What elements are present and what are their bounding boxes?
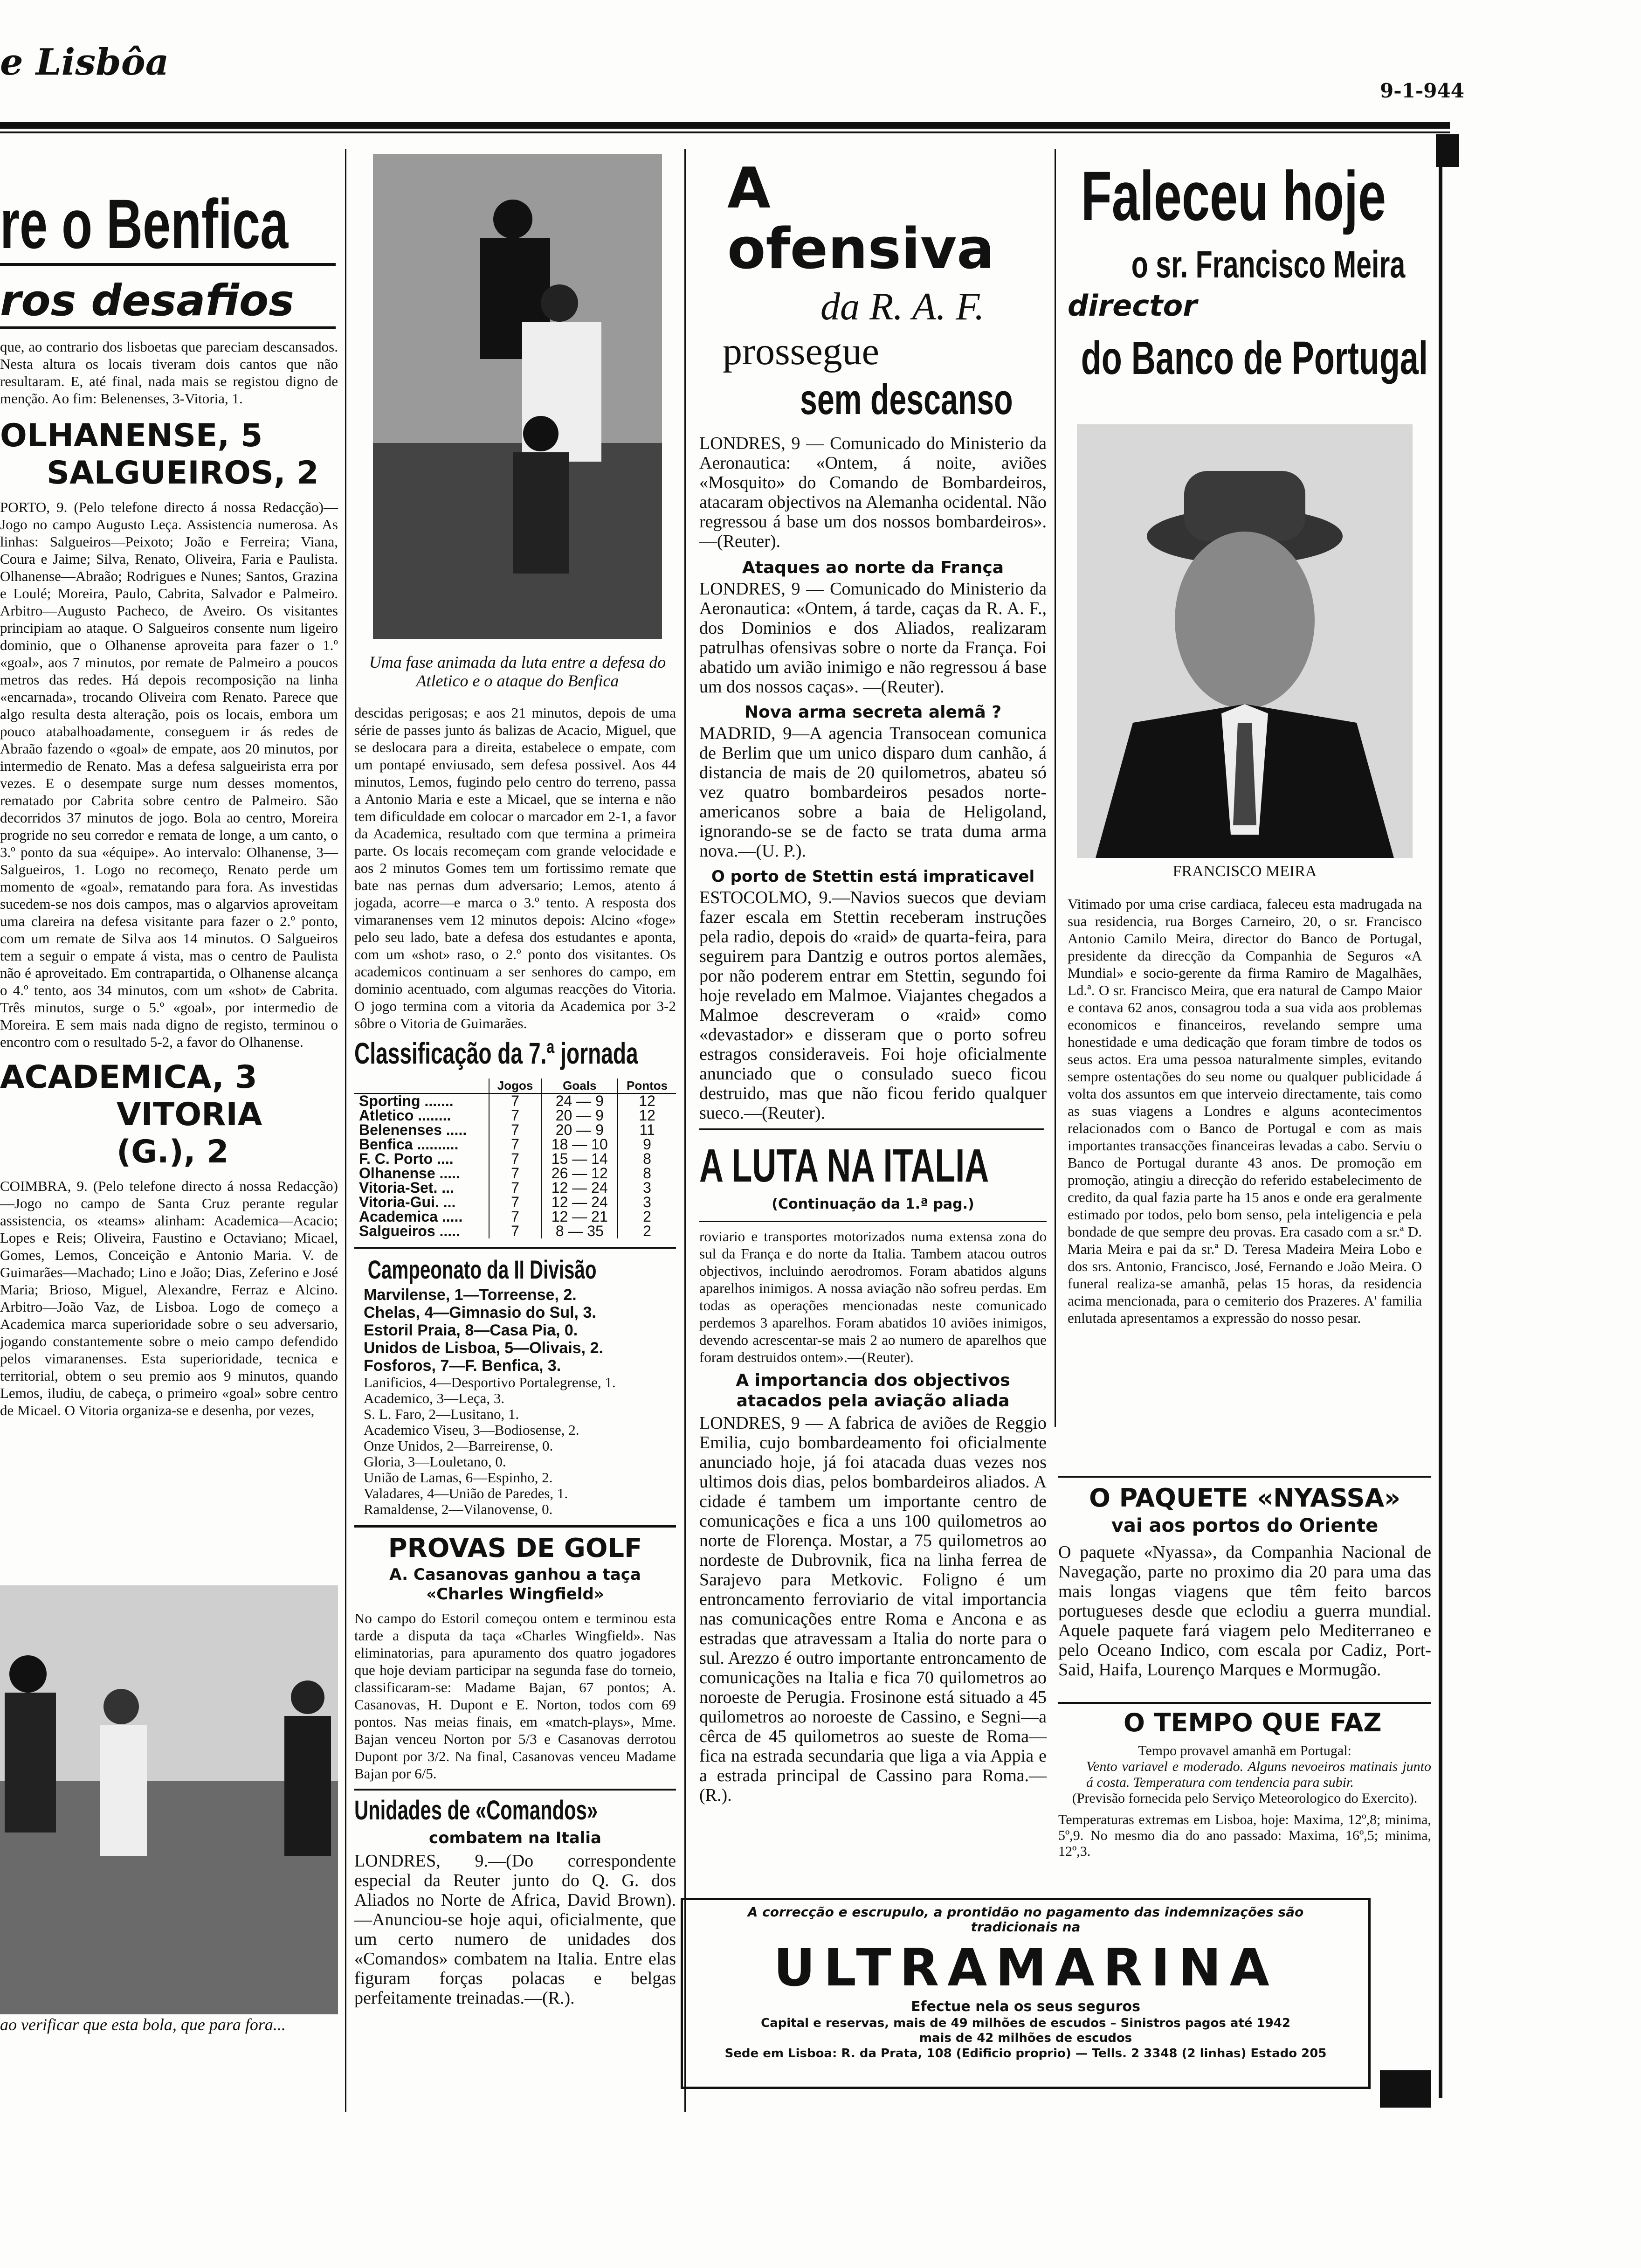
list-item: Onze Unidos, 2—Barreirense, 0. <box>364 1438 553 1454</box>
italia-article <box>699 1138 1047 1805</box>
rule <box>354 1247 676 1249</box>
raf-subhead-france: Ataques ao norte da França <box>742 558 1004 577</box>
benfica-intro: que, ao contrario dos lisboetas que pareciam descansados. Nesta altura os locais tiveram dois cantos que não resultaram. E, até final, nada mais se registou digno de menção. Ao fim: Belenenses, 3-Vitoria, 1. <box>0 339 338 407</box>
table-cell: 20 — 9 <box>541 1123 618 1137</box>
vitoria-score: VITORIA (G.), 2 <box>117 1096 262 1170</box>
classification-title: Classificação da 7.ª jornada <box>354 1037 638 1070</box>
players-illustration <box>0 1585 338 2014</box>
table-cell: 11 <box>618 1123 676 1137</box>
table-cell: 7 <box>489 1224 542 1238</box>
meira-article <box>1068 157 1428 386</box>
benfica-match-photo <box>373 154 662 639</box>
header-bar <box>0 0 1641 154</box>
football-photo-left <box>0 1585 338 2014</box>
list-item: S. L. Faro, 2—Lusitano, 1. <box>364 1406 519 1422</box>
commandos-report: LONDRES, 9.—(Do correspondente especial da Reuter junto do Q. G. dos Aliados no Norte de Africa, David Brown).—Anunciou-se hoje aqui, oficialmente, que um certo numero de unidades dos «Comandos» combatem na Italia. Entre elas figuram forças polacas e belgas perfeitamente treinadas.—(R.). <box>354 1851 676 2008</box>
tempo-top-rule <box>1058 1702 1431 1704</box>
col-rule-3 <box>1055 149 1056 1427</box>
salgueiros-score: SALGUEIROS, 2 <box>47 455 319 491</box>
bottom-corner-block <box>1380 2070 1431 2108</box>
table-cell: 2 <box>618 1224 676 1238</box>
table-cell: 8 — 35 <box>541 1224 618 1238</box>
raf-headline: A ofensiva <box>727 156 995 282</box>
commandos-title: Unidades de «Comandos» <box>354 1795 598 1825</box>
ad-address: Sede em Lisboa: R. da Prata, 108 (Edificio proprio) — Tells. 2 3348 (2 linhas) Estado 205 <box>724 2047 1327 2061</box>
list-item: Estoril Praia, 8—Casa Pia, 0. <box>364 1321 578 1339</box>
italia-subhead: A importancia dos objectivos atacados pela aviação aliada <box>736 1371 1010 1411</box>
left-photo-caption: ao verificar que esta bola, que para fora... <box>0 2015 286 2034</box>
table-cell: 7 <box>489 1166 542 1181</box>
academica-report: COIMBRA, 9. (Pelo telefone directo á nossa Redacção)—Jogo no campo de Santa Cruz perante regular assistencia, os «teams» alinham: Academica—Acacio; Lopes e Reis; Oliveira, Faustino e Octaviano; Micael, Gomes, Lemos, Conceição e Antonio Maria. V. de Guimarães—Machado; Lino e João; Dias, Zeferino e José Maria; Brioso, Miguel, Alexandre, Ferraz e Alcino. Arbitro—João Vaz, de Lisboa. Logo de começo a Academica marca superioridade sobre o seu adversario, jogando constantemente sobre o meio campo defendido pelos vimaranenses. Esta superioridade, tecnica e territorial, obtem o seu premio aos 9 minutos, quando Lemos, iludiu, de cabeça, o primeiro «goal» sobre centro de Micael. O Vitoria organiza-se e desenha, por vezes, <box>0 1178 338 1418</box>
table-row <box>354 1093 676 1108</box>
benfica-headline: re o Benfica <box>0 185 289 263</box>
list-item: União de Lamas, 6—Espinho, 2. <box>364 1469 553 1486</box>
raf-subhead-weapon: Nova arma secreta alemã ? <box>744 703 1002 722</box>
raf-para-2: LONDRES, 9 — Comunicado do Ministerio da Aeronautica: «Ontem, á tarde, caças da R. A. F., dos Dominios e dos Aliados, realizaram patrulhas ofensivas sobre o norte da França. Foi abatido um avião inimigo e não regressou á base um dos nossos caças». —(Reuter). <box>699 579 1047 697</box>
div2-results <box>354 1286 676 1517</box>
table-cell: 3 <box>618 1181 676 1195</box>
italia-para-1: roviario e transportes motorizados numa extensa zona do sul da França e do norte da Italia. Tambem atacou outros objectivos, incluindo aerodromos. Foram abatidos alguns aparelhos inimigos. A nossa aviação não sofreu perdas. Em todas as operações mencionadas neste comunicado perdemos 3 aparelhos. Foram abatidos 10 aviões inimigos, devendo acrescentar-se mais 2 ao numero de aparelhos que foram destruidos ontem».—(Reuter). <box>699 1228 1047 1365</box>
team-name: Academica ..... <box>359 1208 463 1225</box>
golf-title: PROVAS DE GOLF <box>388 1533 642 1563</box>
list-item: Lanificios, 4—Desportivo Portalegrense, 1. <box>364 1374 616 1390</box>
right-border <box>1439 140 1442 2098</box>
team-name: Salgueiros ..... <box>359 1223 460 1239</box>
table-cell: 7 <box>489 1108 542 1123</box>
weather-headline: O TEMPO QUE FAZ <box>1124 1708 1382 1737</box>
weather-forecast-intro: Tempo provavel amanhã em Portugal: <box>1138 1743 1351 1758</box>
list-item: Academico Viseu, 3—Bodiosense, 2. <box>364 1422 579 1438</box>
weather-source: (Previsão fornecida pelo Serviço Meteorologico do Exercito). <box>1072 1791 1418 1806</box>
team-name: Vitoria-Gui. ... <box>359 1194 456 1210</box>
rule <box>354 1789 676 1791</box>
rule <box>699 1221 1047 1222</box>
commandos-subtitle: combatem na Italia <box>429 1829 601 1847</box>
match-photo-caption: Uma fase animada da luta entre a defesa do Atletico e o ataque do Benfica <box>369 653 666 690</box>
table-row <box>354 1123 676 1137</box>
list-item: Marvilense, 1—Torreense, 2. <box>364 1286 577 1304</box>
benfica-article <box>0 140 338 1419</box>
ad-capital: Capital e reservas, mais de 49 milhões de escudos – Sinistros pagos até 1942 <box>761 2016 1290 2030</box>
center-column <box>354 704 676 2008</box>
table-cell: 18 — 10 <box>541 1137 618 1152</box>
list-item: Academico, 3—Leça, 3. <box>364 1390 505 1406</box>
table-cell: 8 <box>618 1152 676 1166</box>
table-cell: 26 — 12 <box>541 1166 618 1181</box>
col-rule-2 <box>684 149 686 2112</box>
table-cell: 7 <box>489 1093 542 1108</box>
raf-headline-4: sem descanso <box>800 376 1013 423</box>
raf-subhead-stettin: O porto de Stettin está impraticavel <box>711 867 1035 886</box>
team-name: Olhanense ..... <box>359 1165 460 1182</box>
list-item: Unidos de Lisboa, 5—Olivais, 2. <box>364 1339 603 1357</box>
table-cell: 7 <box>489 1195 542 1210</box>
meira-headline-2: o sr. Francisco Meira <box>1131 243 1406 286</box>
raf-headline-3: prossegue <box>723 330 879 373</box>
team-name: Sporting ....... <box>359 1093 454 1109</box>
table-cell: 7 <box>489 1137 542 1152</box>
meira-headline: Faleceu hoje <box>1081 157 1386 235</box>
list-item: Chelas, 4—Gimnasio do Sul, 3. <box>364 1304 596 1321</box>
match-illustration <box>373 154 662 639</box>
olhanense-report: PORTO, 9. (Pelo telefone directo á nossa Redacção)—Jogo no campo Augusto Leça. Assistencia numerosa. As linhas: Salgueiros—Peixoto; João e Ferreira; Viana, Coura e Jaime; Silva, Renato, Oliveira, Faria e Paulista. Olhanense—Abraão; Rodrigues e Nunes; Santos, Grazina e Loulé; Moreira, Paulo, Cabrita, Salvador e Palmeiro. Arbitro—Augusto Pacheco, de Aveiro. Os visitantes principiam ao ataque. O Salgueiros consente num ligeiro dominio, que o Olhanense aproveita para fazer o 1.º «goal», aos 7 minutos, por remate de Palmeiro a poucos metros das redes. Há depois recomposição na linha «encarnada», trocando Oliveira com Renato. Parece que algo resulta desta alteração, pois os locais, embora um pouco atabalhoadamente, conseguem ir ás redes de Abraão fazendo o «goal» de empate, aos 20 minutos, por intermedio de Renato. Mas a defesa salgueirista erra por vezes. E o desempate surge num desses momentos, rematado por Cabrita sobre centro de Palmeiro. São decorridos 37 minutos de jogo. Bola ao centro, Moreira progride no seu corredor e remata de longe, a um canto, o 3.º ponto da sua «équipe». Ao intervalo: Olhanense, 3—Salgueiros, 1. Logo no recomeço, Renato perde um momento de «goal», rematando para fora. As investidas sucedem-se nos dois campos, mas o algarvios aproveitam uma clareira na defesa visitante para fazer o 2.º ponto, com um remate de Silva aos 14 minutos. O Salgueiros tem a seguir o empate á vista, mas o centro de Paulista não é aproveitado. Em contrapartida, o Olhanense alcança o 4.º tento, aos 34 minutos, com um «shot» de Cabrita. Três minutos, surge o 5.º «goal», por intermedio de Moreira. E sem mais nada digno de registo, terminou o encontro com o resultado 5-2, a favor do Olhanense. <box>0 499 338 1050</box>
ad-capital-2: mais de 42 milhões de escudos <box>919 2031 1132 2045</box>
table-cell: 15 — 14 <box>541 1152 618 1166</box>
raf-para-4: ESTOCOLMO, 9.—Navios suecos que deviam fazer escala em Stettin receberam instruções pela radio, depois do «raid» de quarta-feira, para seguirem para Dantzig e outros portos alemães, por não poderem entrar em Stettin, segundo foi hoje revelado em Malmoe. Viajantes chegados a Malmoe descreveram o «raid» como «devastador» e disseram que o porto sofreu estragos consideraveis. Foi hoje oficialmente anunciado que o consulado sueco ficou destruido, mas que não ficou ferido qualquer sueco.—(Reuter). <box>699 888 1047 1123</box>
header-rule <box>0 122 1450 129</box>
table-cell: 20 — 9 <box>541 1108 618 1123</box>
raf-article <box>699 156 1047 1123</box>
table-row <box>354 1166 676 1181</box>
academica-score: ACADEMICA, 3 <box>0 1059 257 1096</box>
team-name: F. C. Porto .... <box>359 1150 454 1167</box>
page-date: 9-1-944 <box>1380 79 1464 102</box>
table-row <box>354 1224 676 1238</box>
italia-headline: A LUTA NA ITALIA <box>699 1140 989 1192</box>
portrait-caption: FRANCISCO MEIRA <box>1172 863 1317 880</box>
italia-top-rule <box>699 1128 1044 1130</box>
table-cell: 7 <box>489 1181 542 1195</box>
ad-brand: ULTRAMARINA <box>773 1938 1278 1998</box>
table-cell: 2 <box>618 1210 676 1224</box>
portrait-illustration <box>1077 424 1413 858</box>
table-row <box>354 1137 676 1152</box>
table-cell: 9 <box>618 1137 676 1152</box>
table-header: Goals <box>541 1079 618 1093</box>
olhanense-score: OLHANENSE, 5 <box>0 417 263 454</box>
ultramarina-ad <box>681 1898 1371 2089</box>
meira-obituary: Vitimado por uma crise cardiaca, faleceu esta madrugada na sua residencia, rua Borges Carneiro, 20, o sr. Francisco Antonio Camilo Meira, director do Banco de Portugal, presidente da direcção da Companhia de Seguros «A Mundial» e socio-gerente da firma Ramiro de Magalhães, Ld.ª. O sr. Francisco Meira, que era natural de Campo Maior e contava 62 anos, consagrou toda a sua vida aos problemas economicos e financeiros, revelando sempre uma honestidade e uma dedicação que foram timbre de todos os seus actos. Era uma pessoa naturalmente simples, evitando sempre ostentações do seu nome ou qualquer publicidade á volta dos assuntos em que interveio directamente, tais como as suas viagens a Londres e alguns acontecimentos relacionados com o Banco de Portugal e com as mais importantes transacções financeiras levadas a cabo. Serviu o Banco de Portugal durante 43 anos. De promoção em promoção, atingiu a direcção do referido estabelecimento de credito, da qual fazia parte ha 15 anos e onde era geralmente estimado por todos, pelo bom senso, pela inteligencia e pela bondade de que sempre deu provas. Era casado com a sr.ª D. Maria Meira e pai da sr.ª D. Teresa Madeira Meira Lobo e dos srs. Antonio, Francisco, José, Fernando e João Meira. O funeral realiza-se amanhã, pelas 15 horas, da residencia acima mencionada, para o cemiterio dos Prazeres. A' familia enlutada apresentamos a expressão do nosso pesar. <box>1068 896 1422 1326</box>
rule <box>0 326 336 329</box>
list-item: Valadares, 4—União de Paredes, 1. <box>364 1485 568 1501</box>
table-cell: 12 — 24 <box>541 1181 618 1195</box>
table-cell: 7 <box>489 1123 542 1137</box>
rule <box>354 1525 676 1528</box>
raf-para-1: LONDRES, 9 — Comunicado do Ministerio da Aeronautica: «Ontem, á noite, aviões «Mosquito» do Comando de Bombardeiros, atacaram objectivos na Alemanha ocidental. Não regressou á base um dos nossos bombardeiros».—(Reuter). <box>699 434 1047 551</box>
meira-headline-4: do Banco de Portugal <box>1081 332 1428 384</box>
paper-name: e Lisbôa <box>0 41 169 83</box>
table-header: Jogos <box>489 1079 542 1093</box>
nyassa-headline: O PAQUETE «NYASSA» <box>1089 1483 1401 1513</box>
classification-table <box>354 1079 676 1238</box>
weather-forecast: Vento variavel e moderado. Alguns nevoeiros matinais junto á costa. Temperatura com tendencia para subir. <box>1086 1759 1431 1790</box>
table-row <box>354 1108 676 1123</box>
team-name: Benfica .......... <box>359 1136 459 1153</box>
golf-report: No campo do Estoril começou ontem e terminou esta tarde a disputa da taça «Charles Wingfield». Nas eliminatorias, para apuramento dos quatro jogadores que hoje deviam participar na segunda fase do torneio, classificaram-se: Madame Bajan, 67 pontos; A. Casanovas, H. Dupont e E. Norton, todos com 69 pontos. Nas meias finais, em «match-plays», Mme. Bajan venceu Norton por 5/3 e Casanovas derrotou Dupont por 3/2. Na final, Casanovas venceu Madame Bajan por 6/5. <box>354 1610 676 1782</box>
weather-temperatures: Temperaturas extremas em Lisboa, hoje: Maxima, 12º,8; minima, 5º,9. No mesmo dia do ano passado: Maxima, 16º,5; minima, 12º,3. <box>1058 1812 1431 1859</box>
weather-article <box>1058 1707 1431 1860</box>
list-item: Ramaldense, 2—Vilanovense, 0. <box>364 1501 553 1517</box>
table-cell: 12 <box>618 1108 676 1123</box>
ad-tagline: A correcção e escrupulo, a prontidão no pagamento das indemnizações são tradicionais na <box>747 1904 1304 1935</box>
nyassa-top-rule <box>1058 1476 1431 1478</box>
nyassa-article <box>1058 1483 1431 1680</box>
table-cell: 12 <box>618 1093 676 1108</box>
table-cell: 7 <box>489 1210 542 1224</box>
italia-continued: (Continuação da 1.ª pag.) <box>772 1196 974 1212</box>
golf-subtitle: A. Casanovas ganhou a taça «Charles Wingfield» <box>389 1565 641 1604</box>
nyassa-subhead: vai aos portos do Oriente <box>1111 1515 1379 1536</box>
nyassa-text: O paquete «Nyassa», da Companhia Nacional de Navegação, parte no proximo dia 20 para uma das mais longas viagens que têm feito barcos portugueses desde que eclodiu a guerra mundial. Aquele paquete fará viagem pelo Mediterraneo e pelo Oceano Indico, com escala por Cadiz, Port-Said, Haifa, Lourenço Marques e Mormugão. <box>1058 1542 1431 1680</box>
ad-subtitle: Efectue nela os seus seguros <box>911 1998 1140 2015</box>
table-cell: 7 <box>489 1152 542 1166</box>
team-name: Atletico ........ <box>359 1107 451 1124</box>
meira-portrait <box>1077 424 1413 858</box>
raf-headline-2: da R. A. F. <box>820 285 985 328</box>
table-cell: 3 <box>618 1195 676 1210</box>
table-header: Pontos <box>618 1079 676 1093</box>
academica-report-cont: descidas perigosas; e aos 21 minutos, depois de uma série de passes junto ás balizas de Acacio, Miguel, que se deslocara para a direita, estabelece o empate, com um pontapé enviusado, sem defesa possivel. Aos 44 minutos, Lemos, fugindo pelo centro do terreno, passa a Antonio Maria e este a Micael, que se interna e não tem dificuldade em colocar o marcador em 2-1, a favor da Academica, resultado com que termina a primeira parte. Os locais recomeçam com grande velocidade e aos 2 minutos Gomes tem um fortissimo remate que bate nas pernas dum adversario; Lemos, atento á jogada, acorre—e marca o 3.º tento. A resposta dos vimaranenses vem 12 minutos depois: Alcino «foge» pelo seu lado, bate a defesa dos estudantes e aponta, com um «shot» raso, o 2.º ponto dos visitantes. Os academicos continuam a ser senhores do campo, em dominio acentuado, com algumas reacções do Vitoria. O jogo termina com a vitoria da Academica por 3-2 sôbre o Vitoria de Guimarães. <box>354 705 676 1031</box>
italia-para-2: LONDRES, 9 — A fabrica de aviões de Reggio Emilia, cujo bombardeamento foi oficialmente anunciado hoje, já foi atacada duas vezes nos ultimos dois dias, pelos bombardeiros aliados. A cidade é tambem um importante centro de comunicações e fica a uns 100 quilometros ao norte de Florença. Mostar, a 75 quilometros ao nordeste de Dubrovnik, fica na linha ferrea de Sarajevo para Metkovic. Foligno é um entroncamento ferroviario de vital importancia nas comunicações entre Roma e Ancona e as estradas que atravessam a Italia do norte para o sul. Arezzo é outro importante entroncamento de comunicações na Italia e fica 70 quilometros ao noroeste de Perugia. Frosinone está situado a 45 quilometros ao noroeste de Cassino, e Segni—a cêrca de 45 quilometros ao sueste de Roma—fica na estrada secundaria que liga a via Appia e a estrada principal de Cassino para Roma.—(R.). <box>699 1413 1047 1805</box>
table-row <box>354 1195 676 1210</box>
table-cell: 24 — 9 <box>541 1093 618 1108</box>
raf-para-3: MADRID, 9—A agencia Transocean comunica de Berlim que um unico disparo dum canhão, á distancia de mais de 20 quilometros, abateu só vez quatro bombardeiros pesados norte-americanos sobre a baia de Heligoland, ignorando-se se de facto se trata duma arma nova.—(U. P.). <box>699 724 1047 861</box>
list-item: Fosforos, 7—F. Benfica, 3. <box>364 1357 561 1375</box>
team-name: Belenenses ..... <box>359 1121 467 1138</box>
col-rule-1 <box>345 149 346 2112</box>
list-item: Gloria, 3—Louletano, 0. <box>364 1453 506 1470</box>
team-name: Vitoria-Set. ... <box>359 1179 454 1196</box>
table-cell: 8 <box>618 1166 676 1181</box>
meira-headline-3: director <box>1068 289 1197 323</box>
header-rule-thin <box>0 131 1450 133</box>
table-header <box>354 1079 489 1093</box>
rule <box>0 263 336 266</box>
div2-title: Campeonato da II Divisão <box>367 1255 597 1284</box>
table-row <box>354 1210 676 1224</box>
table-row <box>354 1181 676 1195</box>
table-cell: 12 — 21 <box>541 1210 618 1224</box>
table-cell: 12 — 24 <box>541 1195 618 1210</box>
benfica-subheadline: ros desafios <box>0 276 294 325</box>
table-row <box>354 1152 676 1166</box>
